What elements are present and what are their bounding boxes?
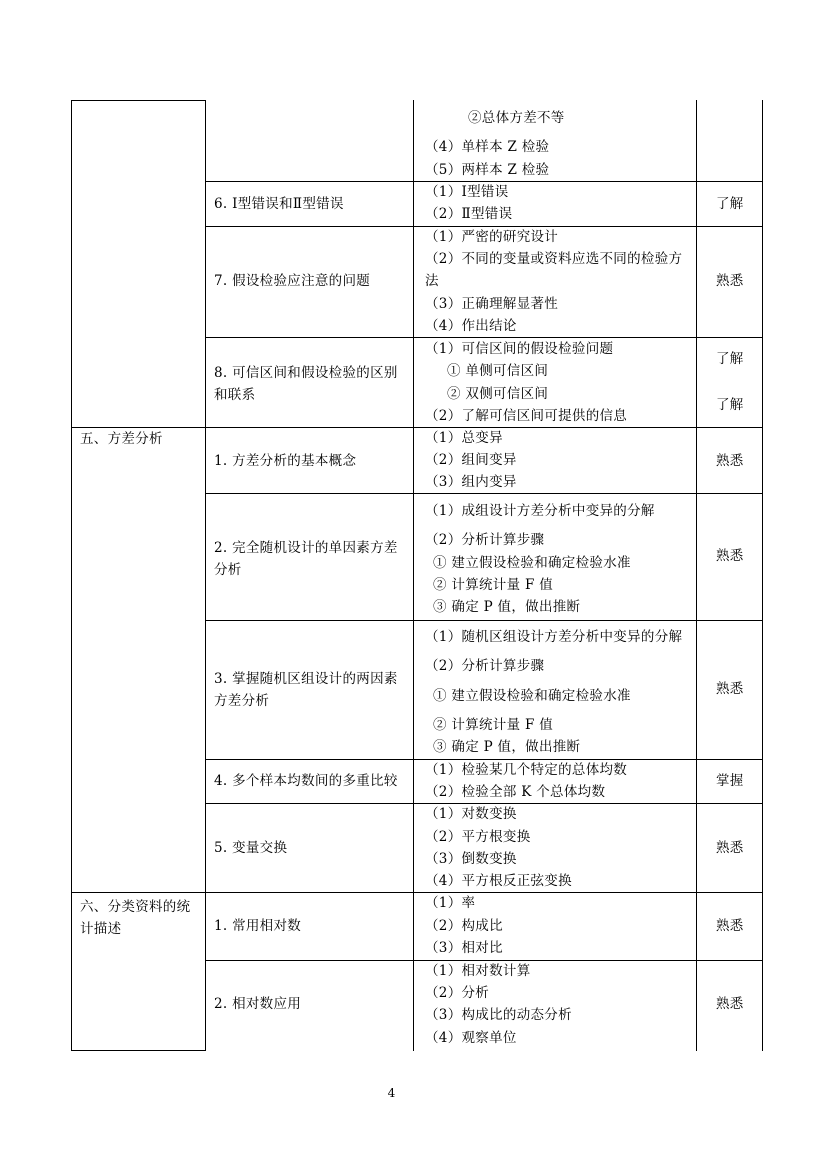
row-divider [205,620,763,621]
content-line: （2）检验全部 K 个总体均数 [425,784,606,800]
topic-cell: 6. Ⅰ型错误和Ⅱ型错误 [214,196,344,212]
section-divider [71,892,763,893]
content-line: （1）可信区间的假设检验问题 [425,341,614,357]
row-divider [205,759,763,760]
content-line: （2）不同的变量或资料应选不同的检验方 [425,251,683,267]
content-line: （4）观察单位 [425,1030,517,1046]
topic-cell: 2. 相对数应用 [214,996,302,1012]
content-line: ②总体方差不等 [468,110,565,126]
row-divider [205,181,763,182]
content-line: 法 [425,273,439,289]
requirement-cell: 熟悉 [716,918,744,934]
row-divider [205,226,763,227]
section-heading: 六、分类资料的统计描述 [80,899,191,937]
page-number: 4 [387,1086,396,1100]
content-line: ① 建立假设检验和确定检验水准 [433,688,631,704]
content-line: （1）相对数计算 [425,963,531,979]
content-line: （1）总变异 [425,430,503,446]
requirement-cell: 熟悉 [716,996,744,1012]
content-line: （2）平方根变换 [425,829,531,845]
row-divider [205,337,763,338]
content-line: （3）倒数变换 [425,851,517,867]
content-line: （2）分析 [425,985,490,1001]
requirement-cell: 熟悉 [716,453,744,469]
topic-cell: 8. 可信区间和假设检验的区别和联系 [214,365,398,403]
row-divider [205,803,763,804]
topic-cell: 5. 变量交换 [214,840,288,856]
table-column-divider [413,100,414,1051]
content-line: （2）了解可信区间可提供的信息 [425,408,628,424]
topic-cell: 1. 常用相对数 [214,918,302,934]
topic-cell: 3. 掌握随机区组设计的两因素方差分析 [214,671,398,709]
content-line: ① 建立假设检验和确定检验水准 [433,555,631,571]
requirement-cell: 熟悉 [716,840,744,856]
content-line: ② 计算统计量 F 值 [433,577,554,593]
requirement-cell: 掌握 [716,773,744,789]
topic-cell: 7. 假设检验应注意的问题 [214,273,371,289]
content-line: （1）对数变换 [425,806,517,822]
content-line: （1）严密的研究设计 [425,229,559,245]
content-line: （4）单样本 Z 检验 [425,139,550,155]
content-line: （3）构成比的动态分析 [425,1007,572,1023]
requirement-cell: 了解 [716,351,744,367]
section-heading: 五、方差分析 [80,431,163,447]
content-line: ② 计算统计量 F 值 [433,717,554,733]
content-line: （2）组间变异 [425,452,517,468]
content-line: ③ 确定 P 值，做出推断 [433,739,581,755]
requirement-cell: 熟悉 [716,681,744,697]
content-line: （3）相对比 [425,940,503,956]
content-line: （1）率 [425,895,476,911]
content-line: （1）成组设计方差分析中变异的分解 [425,503,655,519]
content-line: （1）随机区组设计方差分析中变异的分解 [425,629,683,645]
requirement-cell: 熟悉 [716,273,744,289]
row-divider [205,960,763,961]
content-line: （2）构成比 [425,918,503,934]
row-divider [205,493,763,494]
topic-cell: 2. 完全随机设计的单因素方差分析 [214,540,398,578]
table-border-right [762,100,763,1051]
requirement-cell: 熟悉 [716,548,744,564]
content-line: ③ 确定 P 值，做出推断 [433,599,581,615]
content-line: （2）分析计算步骤 [425,532,545,548]
requirement-cell: 了解 [716,397,744,413]
content-line: （1）检验某几个特定的总体均数 [425,762,628,778]
topic-cell: 4. 多个样本均数间的多重比较 [214,773,398,789]
content-line: （4）作出结论 [425,318,517,334]
content-line: （2）分析计算步骤 [425,658,545,674]
table-border-top [71,100,206,101]
table-column-divider [696,100,697,1051]
section-divider [71,427,763,428]
content-line: （2）Ⅱ型错误 [425,206,513,222]
requirement-cell: 了解 [716,196,744,212]
content-line: ① 单侧可信区间 [447,363,549,379]
topic-cell: 1. 方差分析的基本概念 [214,453,357,469]
content-line: （1）Ⅰ型错误 [425,184,509,200]
content-line: （5）两样本 Z 检验 [425,162,550,178]
table-border-bottom [71,1050,206,1051]
content-line: ② 双侧可信区间 [447,386,549,402]
table-border-left [71,100,72,1051]
table-column-divider [205,100,206,1051]
content-line: （3）组内变异 [425,474,517,490]
content-line: （3）正确理解显著性 [425,296,559,312]
content-line: （4）平方根反正弦变换 [425,873,572,889]
